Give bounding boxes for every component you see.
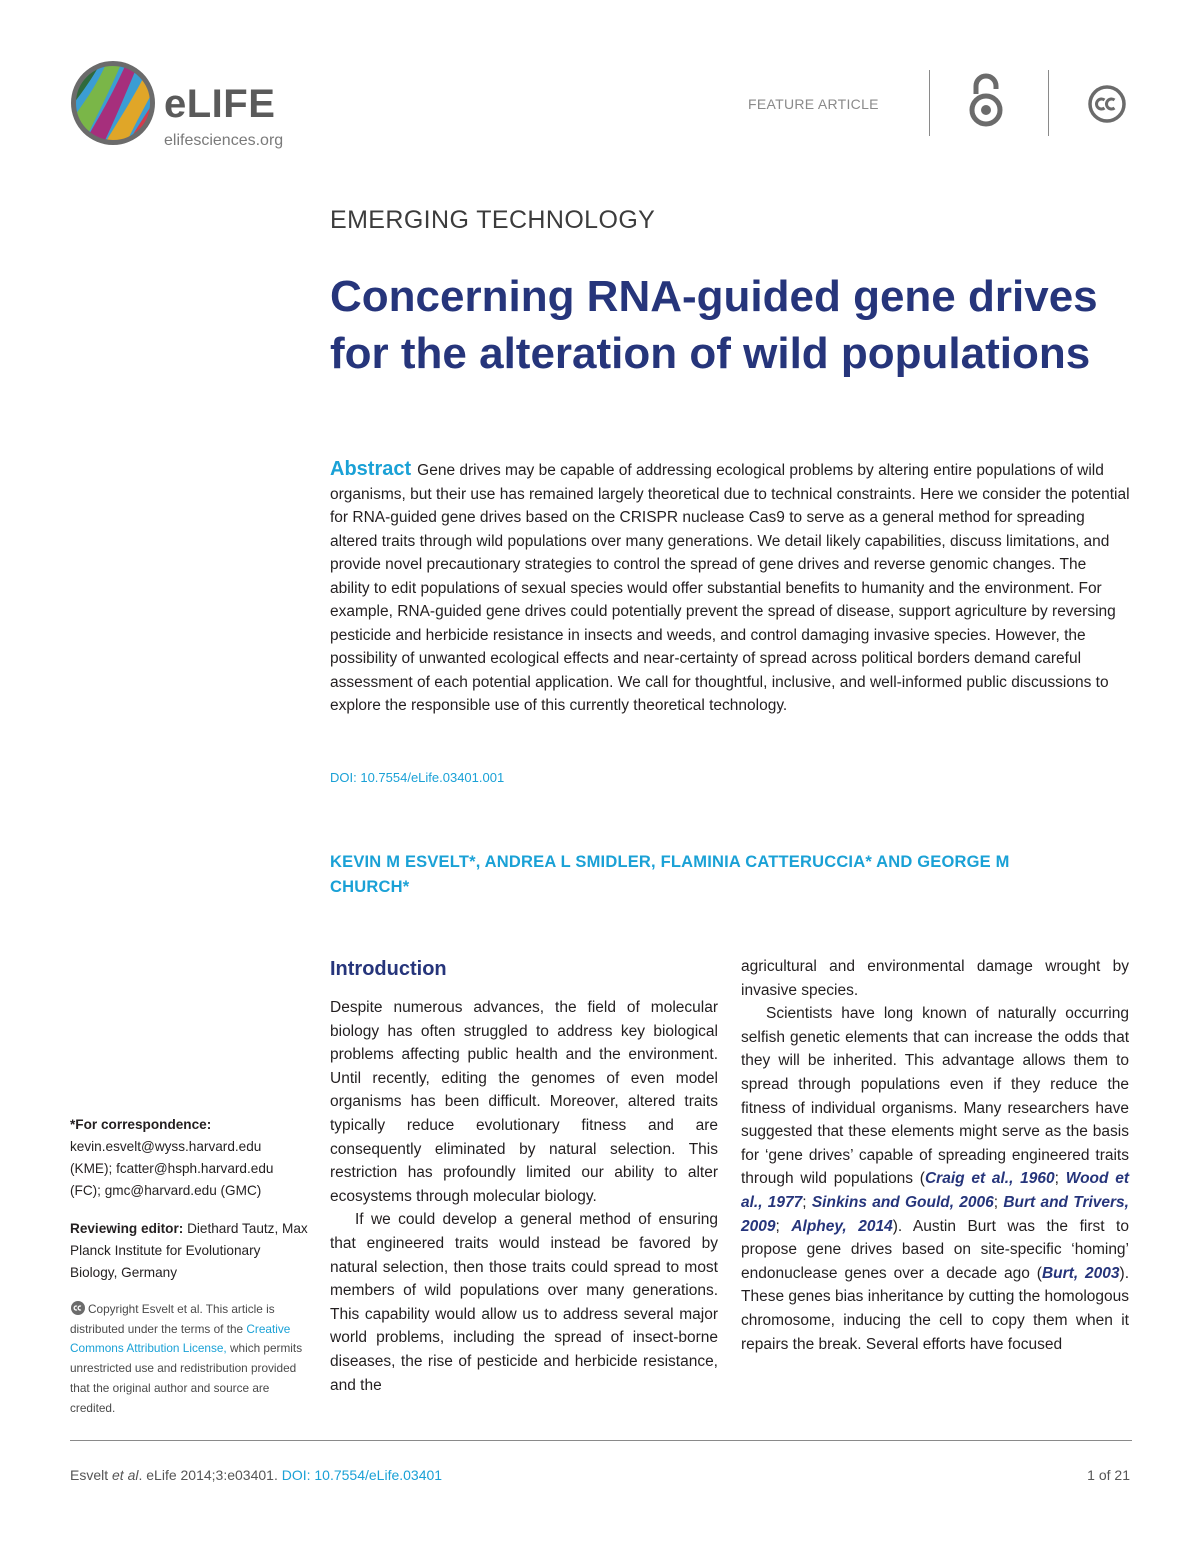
footer-citation [70, 1467, 442, 1483]
footer-etal: et al [112, 1467, 139, 1483]
citation-link[interactable]: Burt and Trivers, 2009 [741, 1193, 1129, 1235]
paragraph-text: ). These genes bias inheritance by cutting the homologous chromosome, inducing the cell to copy them when it repairs the break. Several efforts have focused [741, 1264, 1130, 1353]
section-heading: Introduction [330, 958, 447, 980]
article-title: Concerning RNA-guided gene drives for the alteration of wild populations [330, 272, 1098, 378]
citation-link[interactable]: Alphey, 2014 [791, 1217, 893, 1235]
paragraph-text: ; [993, 1193, 1004, 1211]
paragraph-text: ; [802, 1193, 812, 1211]
elife-logo-icon [70, 60, 156, 146]
citation-link[interactable]: Wood et al., 1977 [741, 1170, 1130, 1211]
paragraph-text: Scientists have long known of naturally occurring selfish genetic elements that can increase the odds that they will be inherited. This advantage allows them to spread through populations even if they reduce the fitness of individual organisms. Many researchers have suggested that these elements might serve as the basis for ‘gene drives’ capable of spreading engineered traits through wild populations ( [741, 1005, 1129, 1188]
correspondence-email[interactable]: (FC); gmc@harvard.edu (GMC) [70, 1183, 262, 1198]
reviewing-editor-label: Reviewing editor: [70, 1221, 184, 1236]
citation-link[interactable]: Craig et al., 1960 [924, 1170, 1055, 1188]
elife-wordmark: eLIFE [164, 82, 276, 126]
paragraph: If we could develop a general method of ensuring that engineered traits would instead be favored by natural selection, then those traits could spread to most members of wild populations over many generations. This capability would allow us to address several major world problems, including the spread of insect-borne diseases, the rise of pesticide and herbicide resistance, and the [330, 1211, 718, 1394]
article-category: EMERGING TECHNOLOGY [330, 206, 656, 234]
license-text: which permits unrestricted use and redistribution provided that the original author and source are credited. [70, 1341, 303, 1415]
footer-doi-link[interactable]: DOI: 10.7554/eLife.03401 [281, 1467, 443, 1483]
license-text: Copyright Esvelt et al. This article is distributed under the terms of the [70, 1302, 275, 1336]
citation-link[interactable]: Sinkins and Gould, 2006 [811, 1193, 994, 1211]
correspondence-email[interactable]: kevin.esvelt@wyss.harvard.edu [70, 1139, 262, 1154]
author-list: KEVIN M ESVELT*, ANDREA L SMIDLER, FLAMINIA CATTERUCCIA* AND GEORGE M CHURCH* [330, 853, 1010, 896]
body-column-left [330, 996, 718, 1397]
creative-commons-icon [70, 1300, 86, 1316]
abstract-doi-link[interactable]: DOI: 10.7554/eLife.03401.001 [330, 770, 505, 785]
cc-license-link[interactable]: Creative Commons Attribution License, [70, 1321, 291, 1356]
elife-url[interactable]: elifesciences.org [164, 132, 284, 149]
reviewing-editor-text: Diethard Tautz, Max Planck Institute for Evolutionary Biology, Germany [70, 1221, 308, 1280]
correspondence-label: *For correspondence: [70, 1117, 212, 1132]
abstract [330, 458, 1130, 718]
header-divider [929, 70, 930, 136]
footer-journal: . eLife 2014;3:e03401. [138, 1467, 282, 1483]
paragraph-text: ). Austin Burt was the first to propose gene drives based on site-specific ‘homing’ endonuclease genes over a decade ago ( [741, 1217, 1129, 1282]
correspondence-email[interactable]: (KME); fcatter@hsph.harvard.edu [70, 1161, 274, 1176]
paragraph-text: ; [1054, 1170, 1066, 1188]
feature-article-label: FEATURE ARTICLE [748, 96, 879, 112]
license-statement [70, 1300, 310, 1418]
body-column-right [741, 955, 1129, 1356]
paragraph: Despite numerous advances, the field of molecular biology has often struggled to address key biological problems affecting public health and the environment. Until recently, editing the genomes of even model organisms has been difficult. Moreover, altered traits typically reduce evolutionary fitness and are consequently eliminated by natural selection. This restriction has profoundly limited our ability to alter ecosystems through molecular biology. [330, 999, 718, 1205]
abstract-label: Abstract [330, 458, 412, 480]
paragraph: agricultural and environmental damage wrought by invasive species. [741, 958, 1129, 999]
reviewing-editor [70, 1218, 310, 1284]
sidebar [70, 1114, 310, 1284]
open-access-icon [964, 72, 1008, 128]
footer-divider [70, 1440, 1132, 1441]
elife-logo[interactable] [70, 60, 310, 160]
abstract-text: Gene drives may be capable of addressing ecological problems by altering entire populations of wild organisms, but their use has remained largely theoretical due to technical constraints. Here we consider the potential for RNA-guided gene drives based on the CRISPR nuclease Cas9 to serve as a general method for spreading altered traits through wild populations over many generations. We detail likely capabilities, discuss limitations, and provide novel precautionary strategies to control the spread of gene drives and reverse genomic changes. The ability to edit populations of sexual species would offer substantial benefits to humanity and the environment. For example, RNA-guided gene drives could potentially prevent the spread of disease, support agriculture by reversing pesticide and herbicide resistance in insects and weeds, and control damaging invasive species. However, the possibility of unwanted ecological effects and near-certainty of spread across political borders demand careful assessment of each potential application. We call for thoughtful, inclusive, and well-informed public discussions to explore the responsible use of this currently theoretical technology. [330, 462, 1130, 714]
citation-link[interactable]: Burt, 2003 [1041, 1264, 1120, 1282]
creative-commons-icon [1087, 84, 1127, 124]
header-divider [1048, 70, 1049, 136]
paragraph [741, 1002, 1129, 1356]
paragraph-text: ; [775, 1217, 792, 1235]
page-number: 1 of 21 [1087, 1467, 1130, 1483]
footer-author: Esvelt [70, 1467, 113, 1483]
